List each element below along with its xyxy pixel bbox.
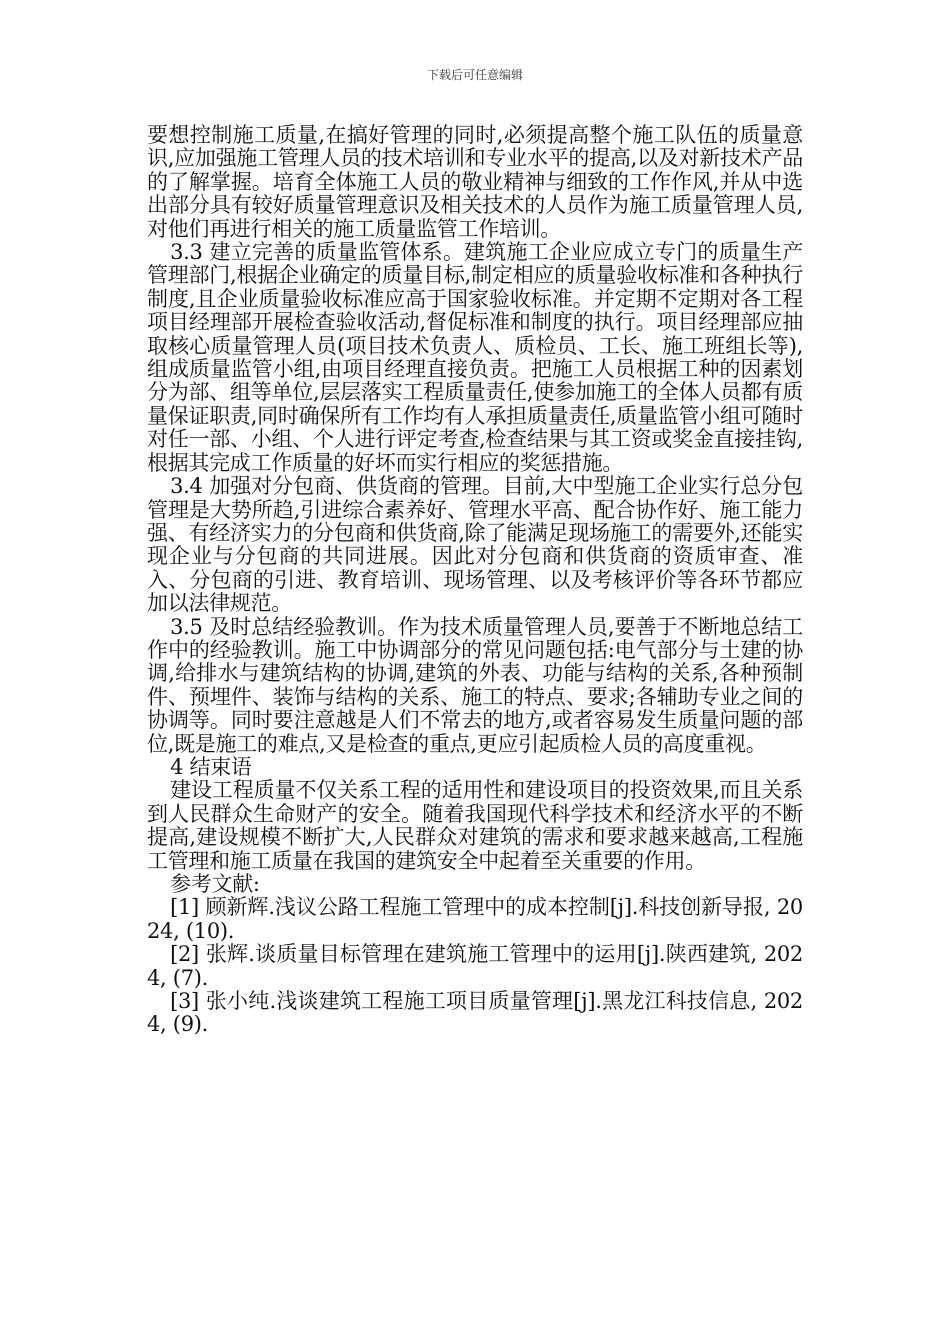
paragraph-intro: 要想控制施工质量,在搞好管理的同时,必须提高整个施工队伍的质量意识,应加强施工管理人员的技术培训和专业水平的提高,以及对新技术产品的了解掌握。培育全体施工人员的敬业精神与细致的工作作风,并从中选出部分具有较好质量管理意识及相关技术的人员作为施工质量管理人员,对他们再进行相关的施工质量监管工作培训。 (147, 123, 803, 241)
references-heading: 参考文献: (170, 872, 260, 896)
paragraph-conclusion: 建设工程质量不仅关系工程的适用性和建设项目的投资效果,而且关系到人民群众生命财产的安全。随着我国现代科学技术和经济水平的不断提高,建设规模不断扩大,人民群众对建筑的需求和要求越来越高,工程施工管理和施工质量在我国的建筑安全中起着至关重要的作用。 (147, 778, 803, 873)
reference-item-1: [1] 顾新辉.浅议公路工程施工管理中的成本控制[j].科技创新导报, 2024, (10). (147, 895, 803, 943)
document-body (147, 124, 803, 1037)
reference-item-2: [2] 张辉.谈质量目标管理在建筑施工管理中的运用[j].陕西建筑, 2024, (7). (147, 942, 803, 990)
page-header: 下载后可任意编辑 (426, 68, 523, 82)
reference-item-3: [3] 张小纯.浅谈建筑工程施工项目质量管理[j].黑龙江科技信息, 2024, (9). (147, 989, 803, 1037)
paragraph-section-3-5: 3.5 及时总结经验教训。作为技术质量管理人员,要善于不断地总结工作中的经验教训。施工中协调部分的常见问题包括:电气部分与土建的协调,给排水与建筑结构的协调,建筑的外表、功能与结构的关系,各种预制件、预埋件、装饰与结构的关系、施工的特点、要求;各辅助专业之间的协调等。同时要注意越是人们不常去的地方,或者容易发生质量问题的部位,既是施工的难点,又是检查的重点,更应引起质检人员的高度重视。 (147, 614, 803, 756)
paragraph-section-3-3: 3.3 建立完善的质量监管体系。建筑施工企业应成立专门的质量生产管理部门,根据企业确定的质量目标,制定相应的质量验收标准和各种执行制度,且企业质量验收标准应高于国家验收标准。并定期不定期对各工程项目经理部开展检查验收活动,督促标准和制度的执行。项目经理部应抽取核心质量管理人员(项目技术负责人、质检员、工长、施工班组长等),组成质量监管小组,由项目经理直接负责。把施工人员根据工种的因素划分为部、组等单位,层层落实工程质量责任,使参加施工的全体人员都有质量保证职责,同时确保所有工作均有人承担质量责任,质量监管小组可随时对任一部、小组、个人进行评定考查,检查结果与其工资或奖金直接挂钩,根据其完成工作质量的好坏而实行相应的奖惩措施。 (147, 240, 803, 475)
section-heading-conclusion: 4 结束语 (170, 754, 252, 779)
paragraph-section-3-4: 3.4 加强对分包商、供货商的管理。目前,大中型施工企业实行总分包管理是大势所趋,引进综合素养好、管理水平高、配合协作好、施工能力强、有经济实力的分包商和供货商,除了能满足现场施工的需要外,还能实现企业与分包商的共同进展。因此对分包商和供货商的资质审查、准入、分包商的引进、教育培训、现场管理、以及考核评价等各环节都应加以法律规范。 (147, 474, 803, 616)
